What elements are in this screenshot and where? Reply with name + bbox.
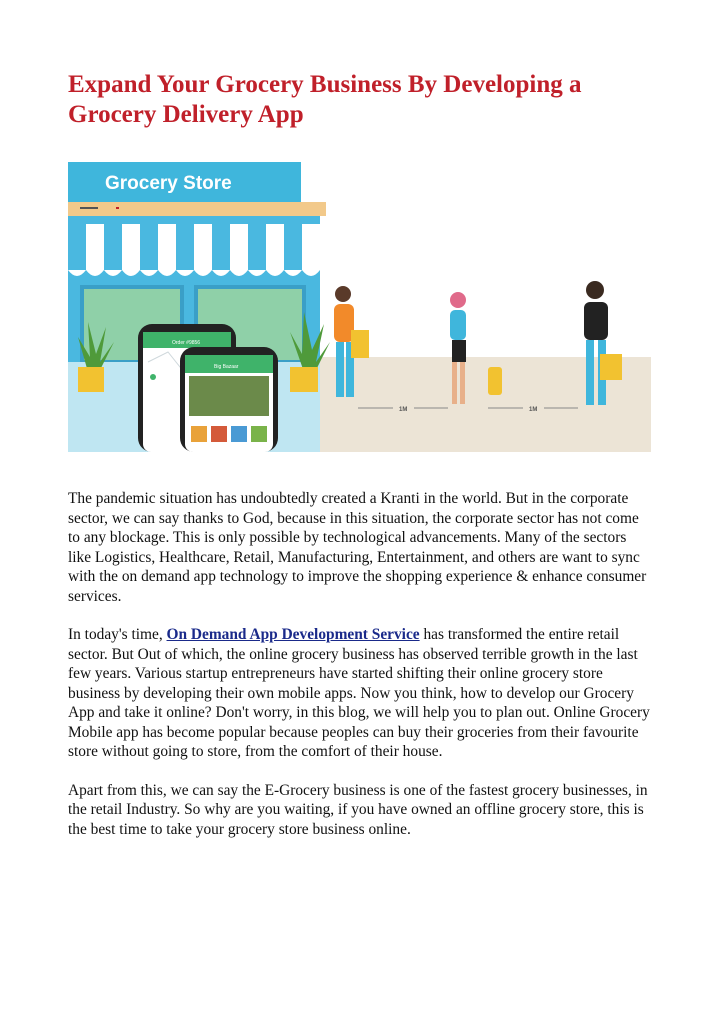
grocery-store-illustration-icon — [68, 162, 651, 452]
paragraph-2 — [68, 625, 653, 762]
store-awning — [68, 224, 320, 276]
hero-illustration — [68, 162, 651, 452]
distance-marker-1: 1M — [399, 407, 408, 413]
svg-text:Order #9856: Order #9856 — [172, 340, 201, 346]
store-sign-text: Grocery Store — [105, 173, 232, 194]
paragraph-2-intro: In today's time, — [68, 626, 167, 643]
paragraph-1: The pandemic situation has undoubtedly created a Kranti in the world. But in the corporate sector, we can say thanks to God, because in this situation, the corporate sector has not come to any blockage. This is only possible by technological advancements. Many of the sectors like Logistics, Healthcare, Retail, Manufacturing, Entertainment, and others are want to sync with the on demand app technology to improve the shopping experience & enhance consumer services. — [68, 490, 647, 605]
article-body — [68, 489, 653, 858]
article-title: Expand Your Grocery Business By Developing a Grocery Delivery App — [68, 71, 582, 128]
paragraph-2-rest: has transformed the entire retail sector. But Out of which, the online grocery business has observed terrible growth in the last few years. Various startup entrepreneurs have started shifting their online grocery store business by developing their own mobile apps. Now you think, how to develop our Grocery App and take it online? Don't worry, in this blog, we will help you to plan out. Online Grocery Mobile app has become popular because peoples can buy their groceries from their favourite store without going to store, from the comfort of their house. — [68, 626, 650, 760]
paragraph-3: Apart from this, we can say the E-Grocery business is one of the fastest grocery businesses, in the retail Industry. So why are you waiting, if you have owned an offline grocery store, this is the best time to take your grocery store business online. — [68, 781, 648, 838]
phone-front — [180, 347, 278, 452]
svg-text:Big Bazaar: Big Bazaar — [214, 364, 239, 370]
distance-marker-2: 1M — [529, 407, 538, 413]
store-roof-beam — [68, 202, 326, 216]
on-demand-app-development-link[interactable]: On Demand App Development Service — [166, 626, 420, 643]
